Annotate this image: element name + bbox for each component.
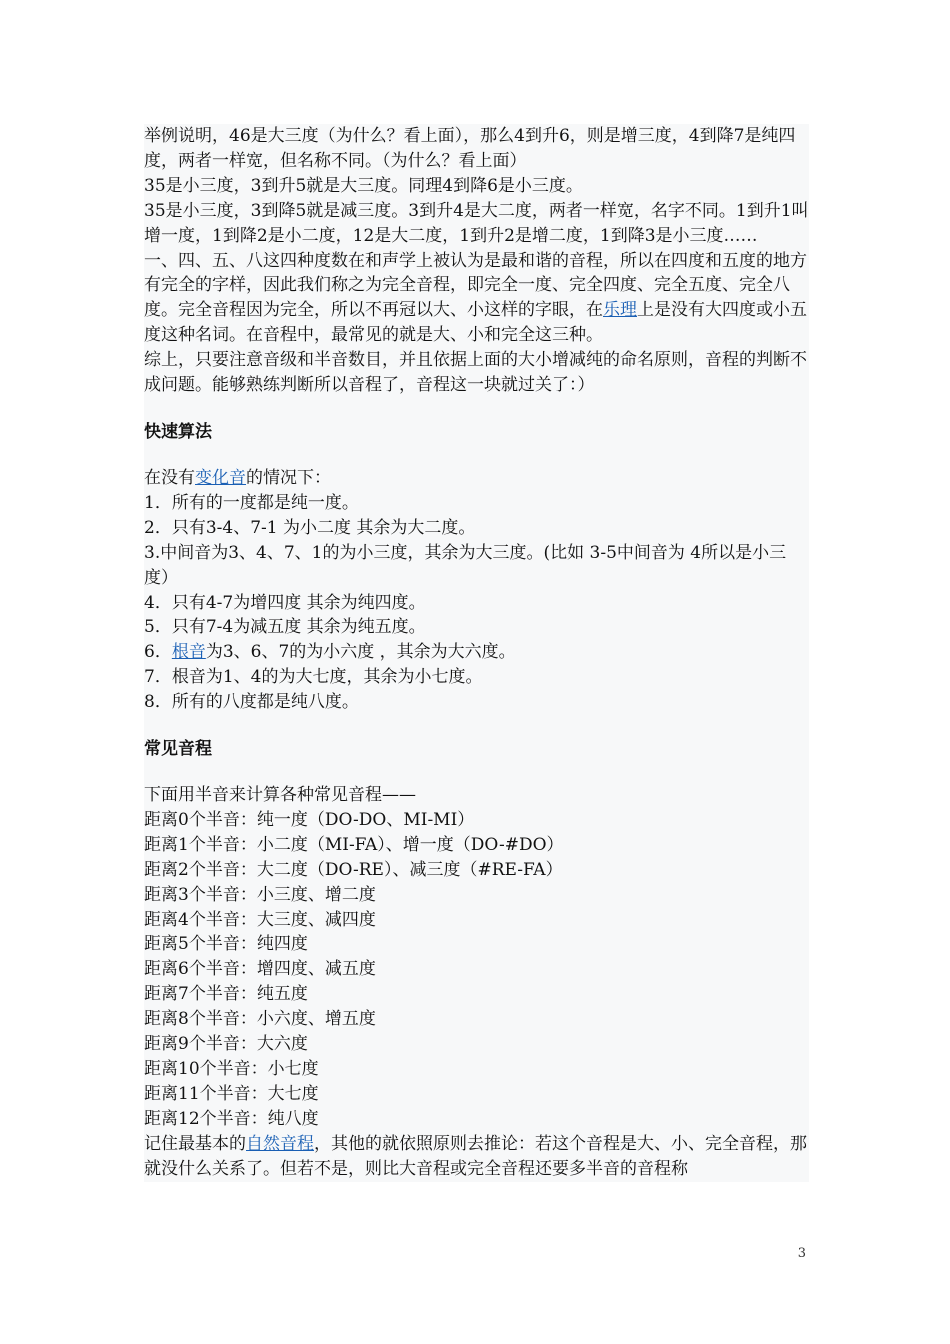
link-ziranyincheng[interactable]: 自然音程 [246,1133,314,1154]
section-heading-quick: 快速算法 [144,421,212,442]
paragraph: 举例说明，46是大三度（为什么？看上面），那么4到升6，则是增三度，4到降7是纯四度，两者一样宽，但名称不同。（为什么？看上面） [144,126,796,171]
text-span: 一、四、五、八这四种度数在和声学上被认为是最和谐的音程，所以在四度和五度的地方有完全的字样，因此我们称之为完全音程，即完全一度、完全四度、完全五度、完全八度。完全音程因为完全，所以不再冠以大、小这样的字眼，在 [144,250,807,321]
paragraph: 下面用半音来计算各种常见音程—— [144,785,416,806]
text-span: 为3、6、7的为小六度 ，其余为大六度。 [205,642,516,663]
list-item [144,640,809,665]
text-span: 的情况下： [246,467,331,488]
list-item: 距离0个半音：纯一度（DO-DO、MI-MI） [144,809,475,830]
paragraph-closing [144,1132,809,1182]
list-item: 距离6个半音：增四度、减五度 [144,959,376,980]
list-item: 8．所有的八度都是纯八度。 [144,692,359,713]
section-heading-common: 常见音程 [144,739,212,760]
list-item: 距离11个半音：大七度 [144,1083,319,1104]
link-bianhuayin[interactable]: 变化音 [195,467,246,488]
link-genyin[interactable]: 根音 [171,642,206,663]
text-span: ，其他的就依照原则去推论：若这个音程是大、小、完全音程，那就没什么关系了。但若不是，则比大音程或完全音程还要多半音的音程称 [144,1133,807,1179]
list-item: 距离12个半音：纯八度 [144,1108,319,1129]
list-item: 距离7个半音：纯五度 [144,984,308,1005]
paragraph: 35是小三度，3到降5就是减三度。3到升4是大二度，两者一样宽，名字不同。1到升1叫增一度，1到降2是小二度，12是大二度，1到升2是增二度，1到降3是小三度…… [144,200,809,246]
paragraph [144,466,809,491]
text-span: 记住最基本的 [144,1133,246,1154]
text-span: 6． [144,642,172,663]
list-item: 距离5个半音：纯四度 [144,934,308,955]
paragraph-perfect-intervals [144,249,809,349]
list-item: 4．只有4-7为增四度 其余为纯四度。 [144,592,426,613]
list-item: 距离2个半音：大二度（DO-RE）、减三度（#RE-FA） [144,859,563,880]
link-yueli[interactable]: 乐理 [603,300,637,321]
list-item: 距离3个半音：小三度、增二度 [144,884,376,905]
list-item: 距离1个半音：小二度（MI-FA）、增一度（DO-#DO） [144,834,564,855]
paragraph: 35是小三度，3到升5就是大三度。同理4到降6是小三度。 [144,175,583,196]
list-item: 距离9个半音：大六度 [144,1034,308,1055]
list-item: 7．根音为1、4的为大七度，其余为小七度。 [144,667,483,688]
text-span: 上是没有大四度或小五度这种名词。在音程中，最常见的就是大、小和完全这三种。 [144,300,807,346]
list-item: 2．只有3-4、7-1 为小二度 其余为大二度。 [144,517,476,538]
list-item: 5．只有7-4为减五度 其余为纯五度。 [144,617,426,638]
list-item: 1．所有的一度都是纯一度。 [144,492,359,513]
list-item: 距离10个半音：小七度 [144,1059,319,1079]
list-item: 3.中间音为3、4、7、1的为小三度，其余为大三度。(比如 3-5中间音为 4所以是小三度） [144,542,787,588]
text-span: 在没有 [144,467,195,488]
page-body [144,124,809,1182]
list-item: 距离4个半音：大三度、减四度 [144,909,376,930]
paragraph-summary: 综上，只要注意音级和半音数目，并且依据上面的大小增减纯的命名原则，音程的判断不成问题。能够熟练判断所以音程了，音程这一块就过关了：） [144,350,807,396]
list-item: 距离8个半音：小六度、增五度 [144,1009,376,1030]
page-number: 3 [797,1246,806,1261]
